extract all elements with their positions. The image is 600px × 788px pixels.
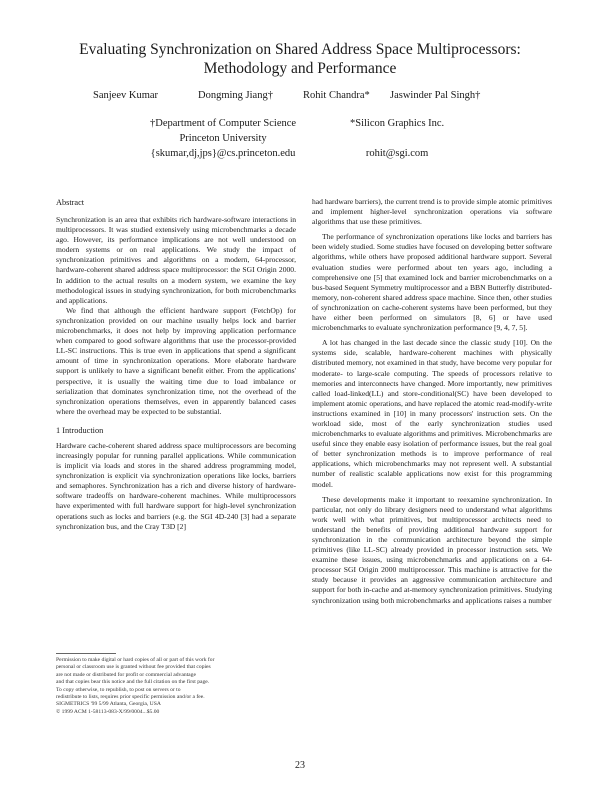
footnote-line: Permission to make digital or hard copies of all or part of this work for <box>56 657 215 663</box>
right-paragraph-1: The performance of synchronization operations like locks and barriers has been widely studied. Some studies have focused on developing better software algorithms, while others have proposed additional hardware support. Several evaluation studies were performed about ten years ago, including a comprehensive one [5] that examined lock and barrier microbenchmarks on a bus-based Sequent Symmetry multiprocessor and a BBN Butterfly distributed-memory, non-coherent shared address space machine. Since then, other studies of synchronization on cache-coherent systems have been performed, but they have either been performed on simulators [8, 6] or have used microbenchmarks to evaluate synchronization performance [9, 4, 7, 5]. <box>312 232 552 333</box>
affiliation-sgi <box>350 116 444 161</box>
copyright-footnote <box>56 657 296 716</box>
affiliation-princeton <box>150 116 296 161</box>
affiliation-email-princeton: {skumar,dj,jps}@cs.princeton.edu <box>150 148 296 159</box>
affiliation-company: *Silicon Graphics Inc. <box>350 118 445 129</box>
paper-title <box>40 40 560 78</box>
footnote-line: © 1999 ACM 1-58113-083-X/99/0004...$5.00 <box>56 708 160 715</box>
title-line-1: Evaluating Synchronization on Shared Address Space Multiprocessors: <box>79 41 521 58</box>
footnote-rule <box>56 653 116 654</box>
title-line-2: Methodology and Performance <box>203 60 397 77</box>
left-column <box>56 197 296 532</box>
author-3: Rohit Chandra* <box>303 90 370 101</box>
page-number: 23 <box>295 760 305 771</box>
affiliation-university: Princeton University <box>179 133 267 144</box>
right-paragraph-2: A lot has changed in the last decade since the classic study [10]. On the systems side, scalable, hardware-coherent machines with physically distributed memory, not examined in that study, have become very popular for moderate- to large-scale computing. The speeds of processors relative to memories and interconnects have changed. More importantly, new primitives called load-linked(LL) and store-conditional(SC) have been developed to implement atomic operations, and have replaced the atomic read-modify-write instructions examined in [10] in many processors' instruction sets. On the workload side, most of the early synchronization studies used microbenchmarks to evaluate algorithms and primitives. Microbenchmarks are useful since they enable easy isolation of performance issues, but the real goal of better synchronization methods is to improve performance of real applications, which microbenchmarks may not represent well. A substantial number of realistic scalable applications now exist for this programming model. <box>312 338 552 489</box>
footnote-line: personal or classroom use is granted without fee provided that copies <box>56 664 211 671</box>
footnote-line: redistribute to lists, requires prior specific permission and/or a fee. <box>56 694 205 701</box>
right-paragraph-3: These developments make it important to reexamine synchronization. In particular, not only do library designers need to understand what algorithms work well with what primitives, but multiprocessor architects need to understand the benefits of providing additional hardware support for synchronization in the communication architecture beyond the simple primitives (like LL-SC) already provided in processor instruction sets. We examine these issues, using microbenchmarks and applications on a 64-processor SGI Origin 2000 multiprocessor. This machine is attractive for the study because it provides an aggressive communication architecture and support for both in-cache and at-memory synchronization primitives. Studying synchronization using both microbenchmarks and applications raises a number <box>312 494 552 605</box>
abstract-paragraph-2: We find that although the efficient hardware support (FetchOp) for synchronization provided on our machine usually helps lock and barrier microbenchmarks, it does not help by improving application performance when compared to good software algorithms that use the processor-provided LL-SC instructions. This is true even in applications that spend a significant amount of time in synchronization operations. More elaborate hardware support is unlikely to have a significant benefit either. From the applications' perspective, it is usually the waiting time due to load imbalance or serialization that dominates synchronization time, not the overhead of the synchronization operations themselves, even in apparently balanced cases where the overhead may be expected to be substantial. <box>56 305 296 416</box>
abstract-heading: Abstract <box>56 198 85 207</box>
author-2: Dongming Jiang† <box>198 90 273 101</box>
affiliation-email-sgi: rohit@sgi.com <box>365 148 429 159</box>
footnote-line: and that copies bear this notice and the full citation on the first page. <box>56 679 210 686</box>
author-1: Sanjeev Kumar <box>93 90 159 101</box>
introduction-heading: 1 Introduction <box>56 425 104 435</box>
footnote-line: SIGMETRICS '99 5/99 Atlanta, Georgia, USA <box>56 701 161 708</box>
right-column <box>312 197 552 606</box>
introduction-paragraph-1: Hardware cache-coherent shared address space multiprocessors are becoming increasingly popular for running parallel applications. While communication is implicit via loads and stores in the shared address programming model, synchronization is explicit via synchronization operations like locks, barriers and semaphores. Synchronization has a rich and diverse history of hardware-software tradeoffs on hardware-coherent machines. While multiprocessors have experimented with full hardware support for high-level synchronization operations such as locks and barriers (e.g. the SGI 4D-240 [3] had a separate synchronization bus, and the Cray T3D [2] <box>56 440 296 531</box>
abstract-paragraph-1: Synchronization is an area that exhibits rich hardware-software interactions in multiprocessors. It was studied extensively using microbenchmarks a decade ago. However, its performance implications are not well understood on modern systems or on real applications. We study the impact of synchronization primitives and algorithms on a modern, 64-processor, hardware-coherent shared address space multiprocessor: the SGI Origin 2000. In addition to the actual results on a modern system, we examine the key methodological issues in studying synchronization, for both microbenchmarks and applications. <box>56 215 296 305</box>
affiliation-spacer <box>350 131 444 146</box>
footnote-line: To copy otherwise, to republish, to post on servers or to <box>56 686 181 693</box>
affiliation-department: †Department of Computer Science <box>150 118 297 129</box>
footnote-line: are not made or distributed for profit or commercial advantage <box>56 671 196 678</box>
right-paragraph-0: had hardware barriers), the current trend is to provide simple atomic primitives and implement higher-level synchronization operations via software algorithms that use these primitives. <box>312 197 552 227</box>
author-4: Jaswinder Pal Singh† <box>390 90 481 101</box>
